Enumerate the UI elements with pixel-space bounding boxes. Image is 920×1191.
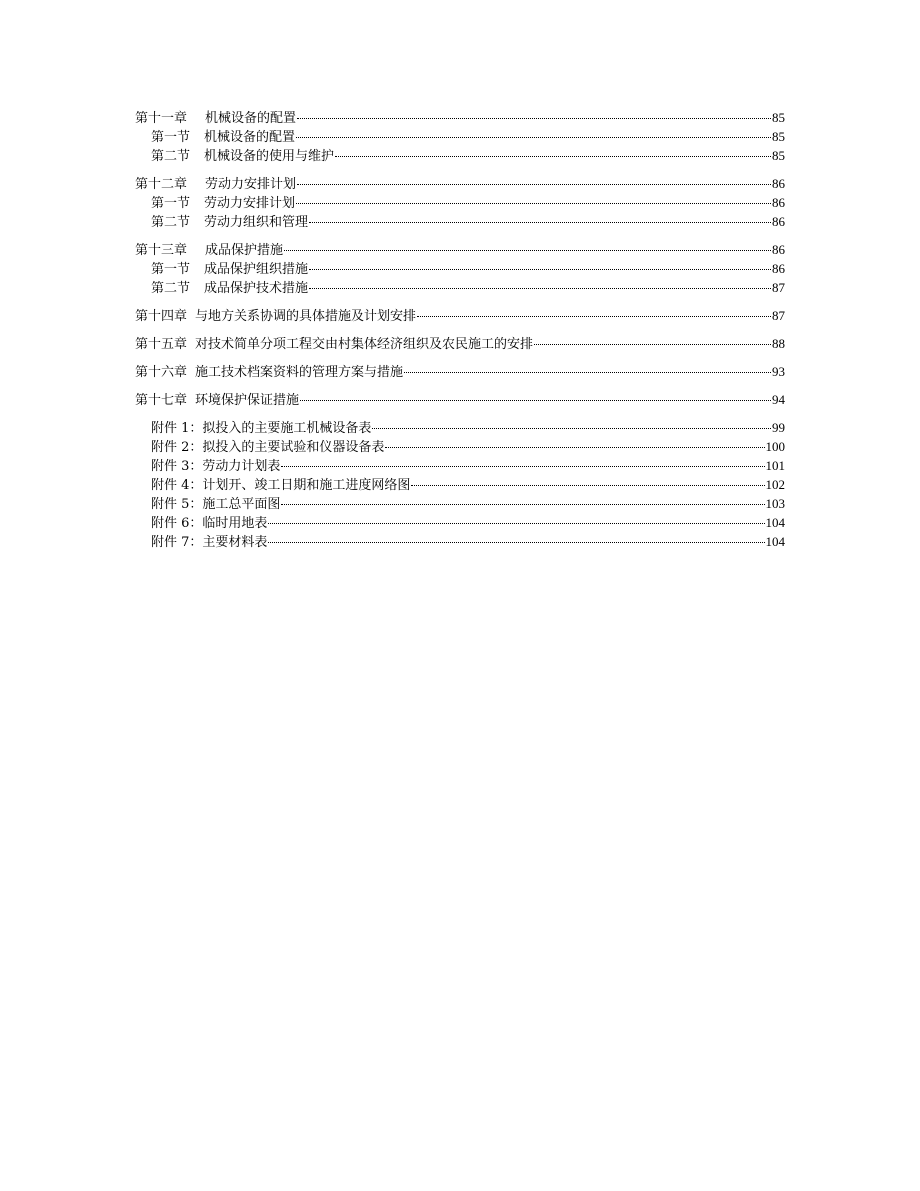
toc-entry-text (151, 194, 295, 213)
toc-entry-text (151, 438, 384, 457)
toc-entry-title: 施工技术档案资料的管理方案与措施 (195, 365, 404, 380)
toc-entry-chapter-12[interactable] (135, 174, 785, 193)
toc-entry-appendix[interactable] (135, 456, 785, 475)
toc-entry-title: 成品保护技术措施 (204, 281, 309, 296)
toc-entry-title: 成品保护组织措施 (204, 262, 309, 277)
toc-entry-appendix[interactable] (135, 418, 785, 437)
toc-entry-page: 85 (772, 110, 785, 125)
toc-entry-section[interactable] (135, 146, 785, 165)
dot-leader (297, 118, 771, 119)
dot-leader (411, 485, 764, 486)
toc-entry-title: 主要材料表 (202, 535, 268, 550)
toc-entry-label: 第十二章 (135, 177, 188, 192)
dot-leader (417, 316, 771, 317)
dot-leader (309, 288, 771, 289)
dot-leader (335, 156, 771, 157)
toc-entry-text (151, 533, 267, 552)
toc-entry-page: 88 (772, 336, 785, 351)
toc-entry-text (135, 307, 416, 326)
toc-entry-title: 对技术简单分项工程交由村集体经济组织及农民施工的安排 (195, 337, 534, 352)
dot-leader (284, 250, 771, 251)
toc-entry-page: 94 (772, 392, 785, 407)
toc-entry-chapter-13[interactable] (135, 240, 785, 259)
dot-leader (296, 137, 771, 138)
toc-entry-chapter-16[interactable] (135, 362, 785, 381)
toc-entry-text (135, 363, 403, 382)
toc-entry-page: 102 (765, 477, 785, 492)
toc-entry-title: 机械设备的配置 (204, 130, 296, 145)
dot-leader (372, 428, 771, 429)
toc-entry-section[interactable] (135, 278, 785, 297)
toc-entry-text (135, 335, 533, 354)
dot-leader (404, 372, 771, 373)
toc-entry-page: 104 (765, 534, 785, 549)
toc-entry-text (135, 109, 296, 128)
toc-entry-chapter-15[interactable] (135, 334, 785, 353)
toc-entry-title: 环境保护保证措施 (195, 393, 300, 408)
toc-entry-section[interactable] (135, 259, 785, 278)
toc-entry-page: 101 (765, 458, 785, 473)
toc-entry-label: 第十三章 (135, 243, 188, 258)
dot-leader (300, 400, 771, 401)
toc-entry-text (151, 128, 295, 147)
toc-entry-label: 第二节 (151, 215, 191, 230)
toc-entry-page: 103 (765, 496, 785, 511)
toc-entry-section[interactable] (135, 193, 785, 212)
toc-entry-text (151, 476, 410, 495)
toc-entry-appendix[interactable] (135, 513, 785, 532)
dot-leader (534, 344, 771, 345)
toc-entry-label: 附件 7： (151, 535, 203, 550)
toc-entry-label: 附件 1： (151, 421, 203, 436)
dot-leader (309, 222, 771, 223)
toc-entry-text (135, 175, 296, 194)
toc-entry-title: 机械设备的使用与维护 (204, 149, 335, 164)
dot-leader (309, 269, 771, 270)
toc-entry-page: 86 (772, 176, 785, 191)
toc-entry-label: 第十四章 (135, 309, 188, 324)
dot-leader (385, 447, 764, 448)
toc-entry-title: 拟投入的主要试验和仪器设备表 (202, 440, 385, 455)
toc-entry-title: 劳动力计划表 (202, 459, 281, 474)
toc-entry-page: 85 (772, 148, 785, 163)
dot-leader (268, 523, 764, 524)
toc-entry-text (135, 241, 283, 260)
toc-entry-label: 第一节 (151, 196, 191, 211)
toc-entry-appendix[interactable] (135, 532, 785, 551)
toc-entry-page: 87 (772, 280, 785, 295)
dot-leader (281, 466, 764, 467)
dot-leader (297, 184, 771, 185)
toc-entry-title: 劳动力安排计划 (205, 177, 297, 192)
toc-entry-chapter-11[interactable] (135, 108, 785, 127)
dot-leader (268, 542, 764, 543)
toc-entry-label: 第一节 (151, 262, 191, 277)
toc-entry-label: 附件 5： (151, 497, 203, 512)
toc-entry-page: 87 (772, 308, 785, 323)
toc-entry-text (151, 279, 308, 298)
toc-entry-label: 第一节 (151, 130, 191, 145)
toc-entry-text (151, 419, 371, 438)
toc-entry-text (151, 147, 334, 166)
toc-entry-title: 机械设备的配置 (205, 111, 297, 126)
dot-leader (296, 203, 771, 204)
toc-entry-page: 104 (765, 515, 785, 530)
toc-entry-page: 86 (772, 261, 785, 276)
toc-entry-title: 劳动力安排计划 (204, 196, 296, 211)
toc-entry-text (151, 213, 308, 232)
toc-entry-page: 100 (765, 439, 785, 454)
toc-entry-page: 99 (772, 420, 785, 435)
toc-entry-text (151, 495, 280, 514)
toc-entry-page: 93 (772, 364, 785, 379)
toc-entry-page: 86 (772, 214, 785, 229)
toc-entry-label: 第二节 (151, 281, 191, 296)
toc-entry-section[interactable] (135, 212, 785, 231)
toc-entry-page: 86 (772, 242, 785, 257)
toc-entry-text (135, 391, 299, 410)
toc-entry-title: 施工总平面图 (202, 497, 281, 512)
toc-entry-page: 85 (772, 129, 785, 144)
toc-entry-section[interactable] (135, 127, 785, 146)
toc-entry-text (151, 260, 308, 279)
dot-leader (281, 504, 764, 505)
toc-entry-label: 附件 2： (151, 440, 203, 455)
toc-entry-text (151, 457, 280, 476)
toc-entry-appendix[interactable] (135, 494, 785, 513)
toc-entry-label: 第十六章 (135, 365, 188, 380)
toc-entry-label: 附件 4： (151, 478, 203, 493)
toc-entry-title: 计划开、竣工日期和施工进度网络图 (202, 478, 411, 493)
table-of-contents (135, 108, 785, 551)
toc-entry-label: 第十五章 (135, 337, 188, 352)
toc-entry-title: 劳动力组织和管理 (204, 215, 309, 230)
toc-entry-title: 成品保护措施 (205, 243, 284, 258)
toc-entry-label: 第二节 (151, 149, 191, 164)
toc-entry-label: 第十一章 (135, 111, 188, 126)
toc-entry-title: 临时用地表 (202, 516, 268, 531)
toc-entry-title: 与地方关系协调的具体措施及计划安排 (195, 309, 417, 324)
toc-entry-appendix[interactable] (135, 475, 785, 494)
toc-entry-text (151, 514, 267, 533)
toc-entry-title: 拟投入的主要施工机械设备表 (202, 421, 372, 436)
toc-entry-appendix[interactable] (135, 437, 785, 456)
toc-entry-chapter-17[interactable] (135, 390, 785, 409)
toc-entry-chapter-14[interactable] (135, 306, 785, 325)
toc-entry-page: 86 (772, 195, 785, 210)
toc-entry-label: 附件 6： (151, 516, 203, 531)
toc-entry-label: 第十七章 (135, 393, 188, 408)
toc-entry-label: 附件 3： (151, 459, 203, 474)
